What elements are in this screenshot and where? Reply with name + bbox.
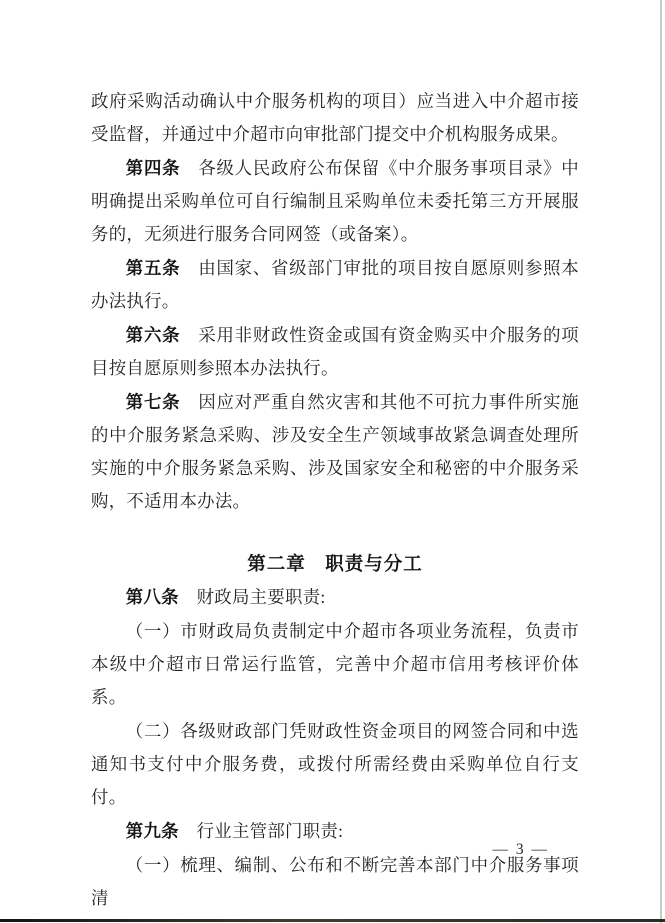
scan-edge-right [660,0,662,923]
body-text: 各级人民政府公布保留《中介服务事项目录》中明确提出采购单位可自行编制且采购单位未委托第三方开展服务的，无须进行服务合同网签（或备案）。 [91,158,579,244]
paragraph [91,319,579,385]
paragraph [91,85,579,151]
paragraph [91,252,579,318]
article-marker: 第八条 [125,587,179,607]
body-text: 因应对严重自然灾害和其他不可抗力事件所实施的中介服务紧急采购、涉及安全生产领域事故紧急调查处理所实施的中介服务紧急采购、涉及国家安全和秘密的中介服务采购，不适用本办法。 [91,392,579,511]
body-text: 由国家、省级部门审批的项目按自愿原则参照本办法执行。 [91,258,579,311]
paragraph [91,386,579,518]
paragraph [91,581,579,614]
body-text: 财政局主要职责: [178,587,326,607]
chapter-heading [91,547,579,580]
body-text: 政府采购活动确认中介服务机构的项目）应当进入中介超市接受监督，并通过中介超市向审批部门提交中介机构服务成果。 [91,91,579,144]
document-body [91,84,579,916]
page-number: — 3 — [492,841,549,858]
paragraph [91,152,579,251]
body-text: （一）市财政局负责制定中介超市各项业务流程，负责市本级中介超市日常运行监管，完善中介超市信用考核评价体系。 [91,621,579,707]
body-text: （一）梳理、编制、公布和不断完善本部门中介服务事项清 [91,855,579,908]
scan-edge-bottom [0,919,665,922]
article-marker: 第九条 [125,821,179,841]
body-text: 行业主管部门职责: [178,821,344,841]
article-marker: 第六条 [125,325,181,345]
body-text: 采用非财政性资金或国有资金购买中介服务的项目按自愿原则参照本办法执行。 [91,325,579,378]
article-marker: 第四条 [125,158,181,178]
article-marker: 第七条 [125,392,181,412]
paragraph [91,715,579,814]
paragraph [91,615,579,714]
chapter-title-text: 第二章 职责与分工 [247,553,423,574]
article-marker: 第五条 [125,258,181,278]
body-text: （二）各级财政部门凭财政性资金项目的网签合同和中选通知书支付中介服务费，或拨付所需经费由采购单位自行支付。 [91,721,579,807]
